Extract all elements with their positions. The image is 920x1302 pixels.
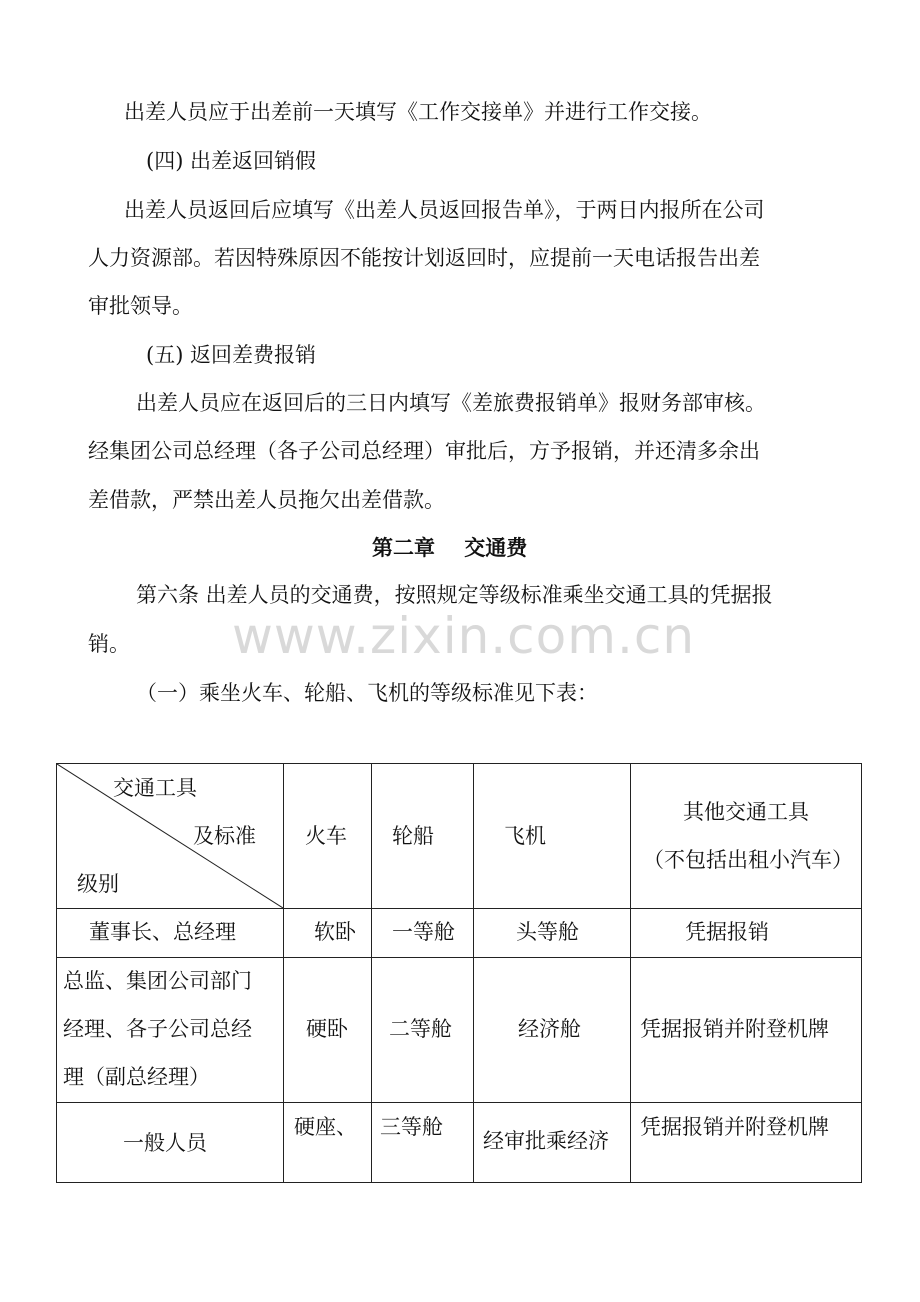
paragraph-reimbursement-line2: 经集团公司总经理（各子公司总经理）审批后，方予报销，并还清多余出 bbox=[88, 439, 760, 463]
paragraph-return-report-line1: 出差人员返回后应填写《出差人员返回报告单》，于两日内报所在公司 bbox=[124, 198, 765, 222]
paragraph-return-report-line2: 人力资源部。若因特殊原因不能按计划返回时，应提前一天电话报告出差 bbox=[88, 246, 760, 270]
transport-standards-table bbox=[56, 763, 862, 1183]
row-ship-cell: 一等舱 bbox=[372, 909, 474, 958]
table-row bbox=[57, 958, 862, 1103]
header-standard-label: 及标准 bbox=[193, 824, 256, 848]
row-level-cell: 一般人员 bbox=[57, 1103, 284, 1183]
article-six-line2: 销。 bbox=[88, 632, 130, 656]
header-ship: 轮船 bbox=[372, 764, 474, 909]
paragraph-reimbursement-line1: 出差人员应在返回后的三日内填写《差旅费报销单》报财务部审核。 bbox=[136, 391, 766, 415]
row-ship-cell: 三等舱 bbox=[372, 1103, 474, 1183]
section-heading-return-leave: (四) 出差返回销假 bbox=[146, 149, 317, 173]
article-six-line1: 第六条 出差人员的交通费，按照规定等级标准乘坐交通工具的凭据报 bbox=[136, 583, 773, 607]
row-train-cell: 软卧 bbox=[284, 909, 372, 958]
table-header-row bbox=[57, 764, 862, 909]
diagonal-header-cell bbox=[57, 764, 284, 909]
watermark-text: www.zixin.com.cn bbox=[232, 607, 696, 665]
table-row bbox=[57, 909, 862, 958]
section-heading-expense-reimbursement: (五) 返回差费报销 bbox=[146, 343, 317, 367]
header-train: 火车 bbox=[284, 764, 372, 909]
row-plane-cell: 头等舱 bbox=[474, 909, 631, 958]
header-transport-label: 交通工具 bbox=[113, 776, 197, 800]
row-level-cell: 董事长、总经理 bbox=[57, 909, 284, 958]
header-plane: 飞机 bbox=[474, 764, 631, 909]
row-other-cell: 凭据报销并附登机牌 bbox=[631, 1103, 862, 1183]
header-level-label: 级别 bbox=[77, 872, 119, 896]
row-other-cell: 凭据报销 bbox=[631, 909, 862, 958]
paragraph-work-handover: 出差人员应于出差前一天填写《工作交接单》并进行工作交接。 bbox=[124, 100, 712, 124]
chapter-title: 第二章 交通费 bbox=[372, 535, 528, 560]
item-one-intro: （一）乘坐火车、轮船、飞机的等级标准见下表： bbox=[136, 681, 598, 705]
row-ship-cell: 二等舱 bbox=[372, 958, 474, 1103]
row-plane-cell: 经审批乘经济 bbox=[474, 1103, 631, 1183]
paragraph-reimbursement-line3: 差借款，严禁出差人员拖欠出差借款。 bbox=[88, 488, 445, 512]
row-other-cell: 凭据报销并附登机牌 bbox=[631, 958, 862, 1103]
table-row bbox=[57, 1103, 862, 1183]
row-level-cell: 总监、集团公司部门 经理、各子公司总经 理（副总经理） bbox=[57, 958, 284, 1103]
row-plane-cell: 经济舱 bbox=[474, 958, 631, 1103]
paragraph-return-report-line3: 审批领导。 bbox=[88, 294, 193, 318]
row-train-cell: 硬卧 bbox=[284, 958, 372, 1103]
row-train-cell: 硬座、 bbox=[284, 1103, 372, 1183]
header-other-transport: 其他交通工具 （不包括出租小汽车） bbox=[631, 764, 862, 909]
